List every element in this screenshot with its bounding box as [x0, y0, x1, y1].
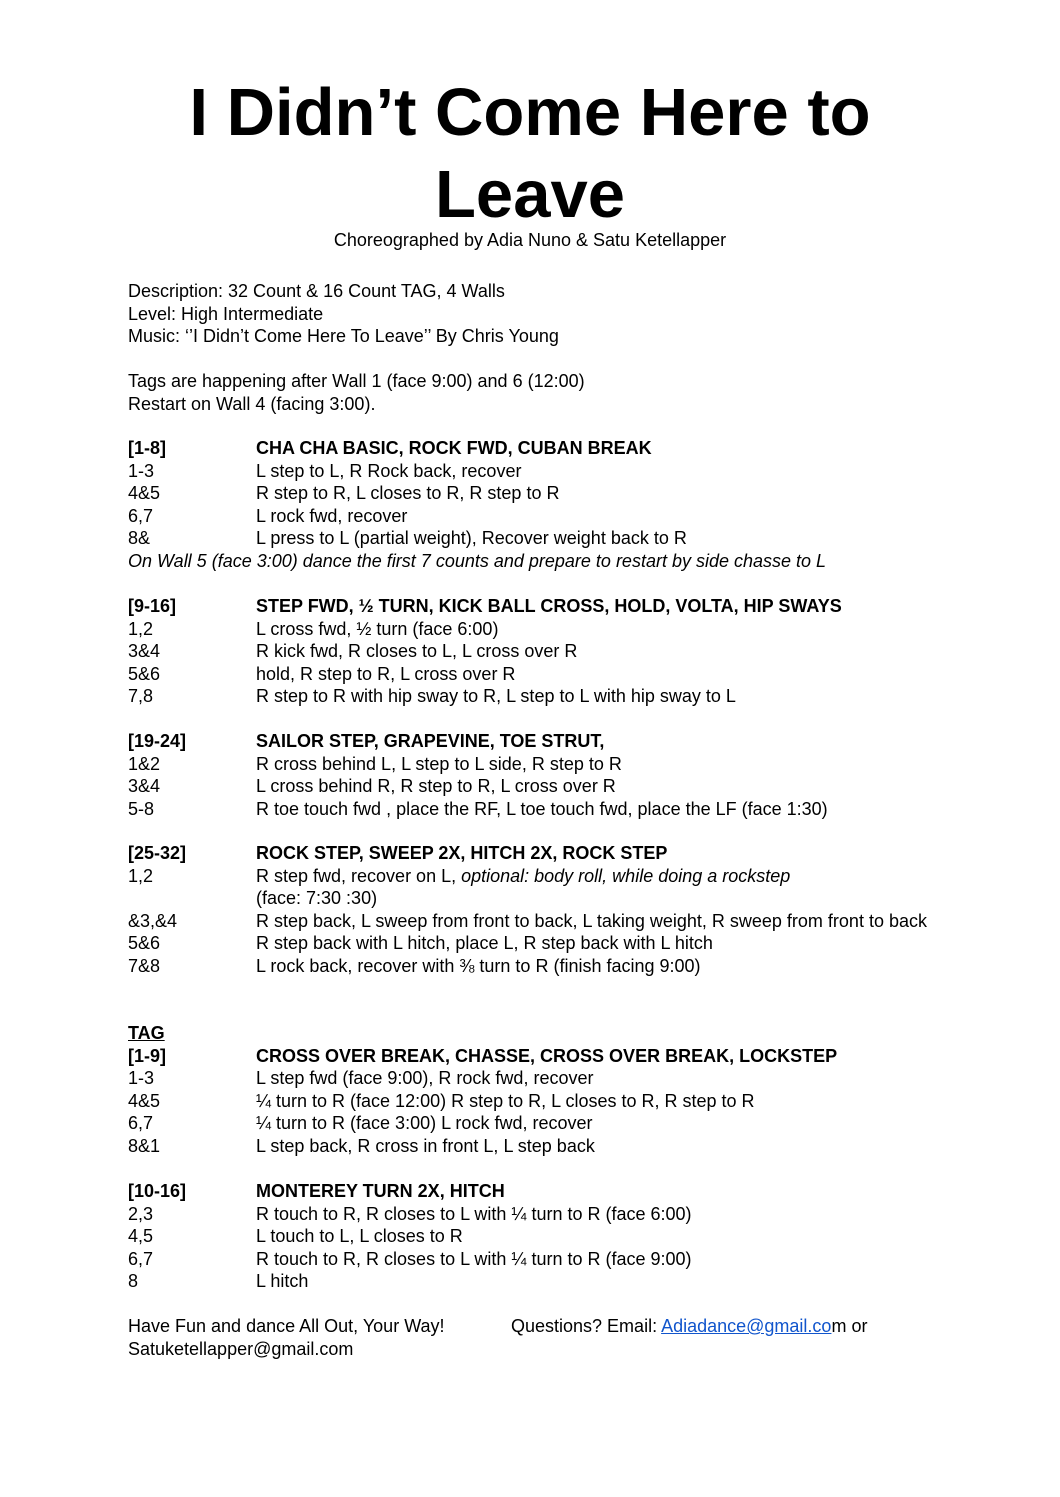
step-text — [256, 865, 928, 888]
section-header — [128, 1045, 928, 1068]
step-row — [128, 618, 928, 641]
step-count: 1-3 — [128, 1068, 155, 1088]
step-text: L cross fwd, ½ turn (face 6:00) — [256, 618, 499, 639]
step-row — [128, 663, 928, 686]
section-range: [1-8] — [128, 438, 167, 458]
step-text: R step back with L hitch, place L, R step back with L hitch — [256, 933, 713, 953]
step-text-optional: optional: body roll, while doing a rockstep — [461, 865, 791, 886]
step-text: R step to R with hip sway to R, L step to L with hip sway to L — [256, 686, 736, 706]
section-19-24 — [128, 730, 928, 820]
step-row — [128, 527, 928, 550]
fun-message: Have Fun and dance All Out, Your Way! — [128, 1316, 445, 1336]
step-count: 4&5 — [128, 1090, 161, 1111]
step-count: 8&1 — [128, 1135, 161, 1156]
footer-row — [128, 1315, 928, 1338]
section-1-8 — [128, 437, 928, 572]
step-count: 1,2 — [128, 618, 154, 639]
step-text: R touch to R, R closes to L with ¼ turn to R (face 9:00) — [256, 1248, 692, 1269]
step-count: 8 — [128, 1271, 139, 1291]
step-row — [128, 775, 928, 798]
section-header — [128, 437, 928, 460]
section-range: [1-9] — [128, 1045, 167, 1066]
step-count: 6,7 — [128, 1113, 154, 1133]
step-row — [128, 910, 928, 933]
step-row — [128, 1203, 928, 1226]
step-text: R toe touch fwd , place the RF, L toe touch fwd, place the LF (face 1:30) — [256, 798, 828, 819]
step-count: 3&4 — [128, 776, 161, 796]
step-row — [128, 482, 928, 505]
step-count: 1&2 — [128, 753, 161, 774]
step-count: 8& — [128, 528, 151, 548]
step-count: &3,&4 — [128, 910, 178, 931]
section-header — [128, 1180, 928, 1203]
step-row — [128, 753, 928, 776]
step-row-continuation — [128, 887, 928, 910]
music-line: Music: ‘’I Didn’t Come Here To Leave’’ By Chris Young — [128, 326, 559, 346]
step-text-main: R step fwd, recover on L, — [256, 865, 462, 886]
step-row — [128, 798, 928, 821]
section-name: CHA CHA BASIC, ROCK FWD, CUBAN BREAK — [256, 438, 652, 458]
step-text: L step to L, R Rock back, recover — [256, 460, 522, 481]
step-count: 4&5 — [128, 483, 161, 503]
step-text: L hitch — [256, 1271, 309, 1291]
step-row — [128, 505, 928, 528]
step-count: 1-3 — [128, 460, 155, 481]
section-header — [128, 842, 928, 865]
step-text: ¼ turn to R (face 12:00) R step to R, L closes to R, R step to R — [256, 1090, 755, 1111]
step-row — [128, 865, 928, 888]
step-text: ¼ turn to R (face 3:00) L rock fwd, recover — [256, 1113, 593, 1133]
step-count: 5&6 — [128, 663, 161, 684]
step-count: 3&4 — [128, 641, 161, 661]
section-name: MONTEREY TURN 2X, HITCH — [256, 1181, 505, 1201]
section-range: [9-16] — [128, 596, 177, 616]
step-text: (face: 7:30 :30) — [256, 888, 378, 908]
adia-email-link[interactable]: Adiadance@gmail.co — [661, 1316, 832, 1336]
step-row — [128, 1067, 928, 1090]
section-range: [19-24] — [128, 731, 187, 751]
step-count: 7,8 — [128, 686, 154, 706]
step-text: R cross behind L, L step to L side, R step to R — [256, 753, 622, 774]
step-count: 7&8 — [128, 955, 161, 976]
email-or: m or — [831, 1316, 868, 1336]
tags-info — [128, 370, 928, 415]
section-range: [25-32] — [128, 843, 187, 863]
step-text: hold, R step to R, L cross over R — [256, 663, 516, 684]
step-row — [128, 460, 928, 483]
step-count: 1,2 — [128, 865, 154, 886]
step-row — [128, 1248, 928, 1271]
step-row — [128, 1090, 928, 1113]
dance-info — [128, 280, 928, 348]
step-text: R step back, L sweep from front to back, L taking weight, R sweep from front to back — [256, 910, 927, 931]
section-name: CROSS OVER BREAK, CHASSE, CROSS OVER BREAK, LOCKSTEP — [256, 1045, 838, 1066]
section-9-16 — [128, 595, 928, 708]
step-count: 2,3 — [128, 1203, 154, 1224]
step-count: 6,7 — [128, 505, 154, 526]
section-range: [10-16] — [128, 1181, 187, 1201]
step-text: L cross behind R, R step to R, L cross over R — [256, 776, 616, 796]
step-text: L step back, R cross in front L, L step back — [256, 1135, 595, 1156]
step-text: R touch to R, R closes to L with ¼ turn to R (face 6:00) — [256, 1203, 692, 1224]
section-name: SAILOR STEP, GRAPEVINE, TOE STRUT, — [256, 731, 605, 751]
step-row — [128, 685, 928, 708]
choreographer-credit: Choreographed by Adia Nuno & Satu Ketellapper — [333, 230, 727, 250]
step-text: R step to R, L closes to R, R step to R — [256, 483, 560, 503]
step-count: 5&6 — [128, 933, 161, 953]
step-row — [128, 1270, 928, 1293]
step-count: 4,5 — [128, 1226, 154, 1246]
section-header — [128, 595, 928, 618]
step-text: L rock back, recover with ⅜ turn to R (finish facing 9:00) — [256, 955, 701, 976]
step-text: L step fwd (face 9:00), R rock fwd, recover — [256, 1068, 594, 1088]
step-row — [128, 1112, 928, 1135]
section-name: STEP FWD, ½ TURN, KICK BALL CROSS, HOLD, VOLTA, HIP SWAYS — [256, 596, 842, 616]
restart-note: Restart on Wall 4 (facing 3:00). — [128, 393, 376, 414]
title-line-1: I Didn’t Come Here to — [189, 75, 871, 150]
step-row — [128, 1225, 928, 1248]
satu-email: Satuketellapper@gmail.com — [128, 1338, 354, 1359]
step-text: L press to L (partial weight), Recover weight back to R — [256, 528, 687, 548]
step-row — [128, 1135, 928, 1158]
step-text: L rock fwd, recover — [256, 505, 408, 526]
page-title — [0, 72, 1060, 236]
step-count: 5-8 — [128, 798, 155, 819]
questions-label: Questions? Email: — [511, 1316, 662, 1336]
footer — [128, 1315, 928, 1360]
tags-note: Tags are happening after Wall 1 (face 9:00) and 6 (12:00) — [128, 371, 585, 391]
tag-section — [128, 1022, 928, 1157]
level-line: Level: High Intermediate — [128, 303, 324, 324]
step-count: 6,7 — [128, 1248, 154, 1269]
step-row — [128, 955, 928, 978]
title-line-2: Leave — [435, 157, 625, 232]
tag-label: TAG — [128, 1023, 165, 1043]
step-row — [128, 640, 928, 663]
step-text: R kick fwd, R closes to L, L cross over R — [256, 641, 578, 661]
contact-line — [511, 1315, 867, 1338]
section-header — [128, 730, 928, 753]
step-row — [128, 932, 928, 955]
description-line: Description: 32 Count & 16 Count TAG, 4 Walls — [128, 281, 505, 301]
step-text: L touch to L, L closes to R — [256, 1226, 463, 1246]
section-25-32 — [128, 842, 928, 977]
section-name: ROCK STEP, SWEEP 2X, HITCH 2X, ROCK STEP — [256, 843, 668, 863]
restart-instruction: On Wall 5 (face 3:00) dance the first 7 counts and prepare to restart by side chasse to L — [128, 550, 827, 571]
tag-section-10-16 — [128, 1180, 928, 1293]
